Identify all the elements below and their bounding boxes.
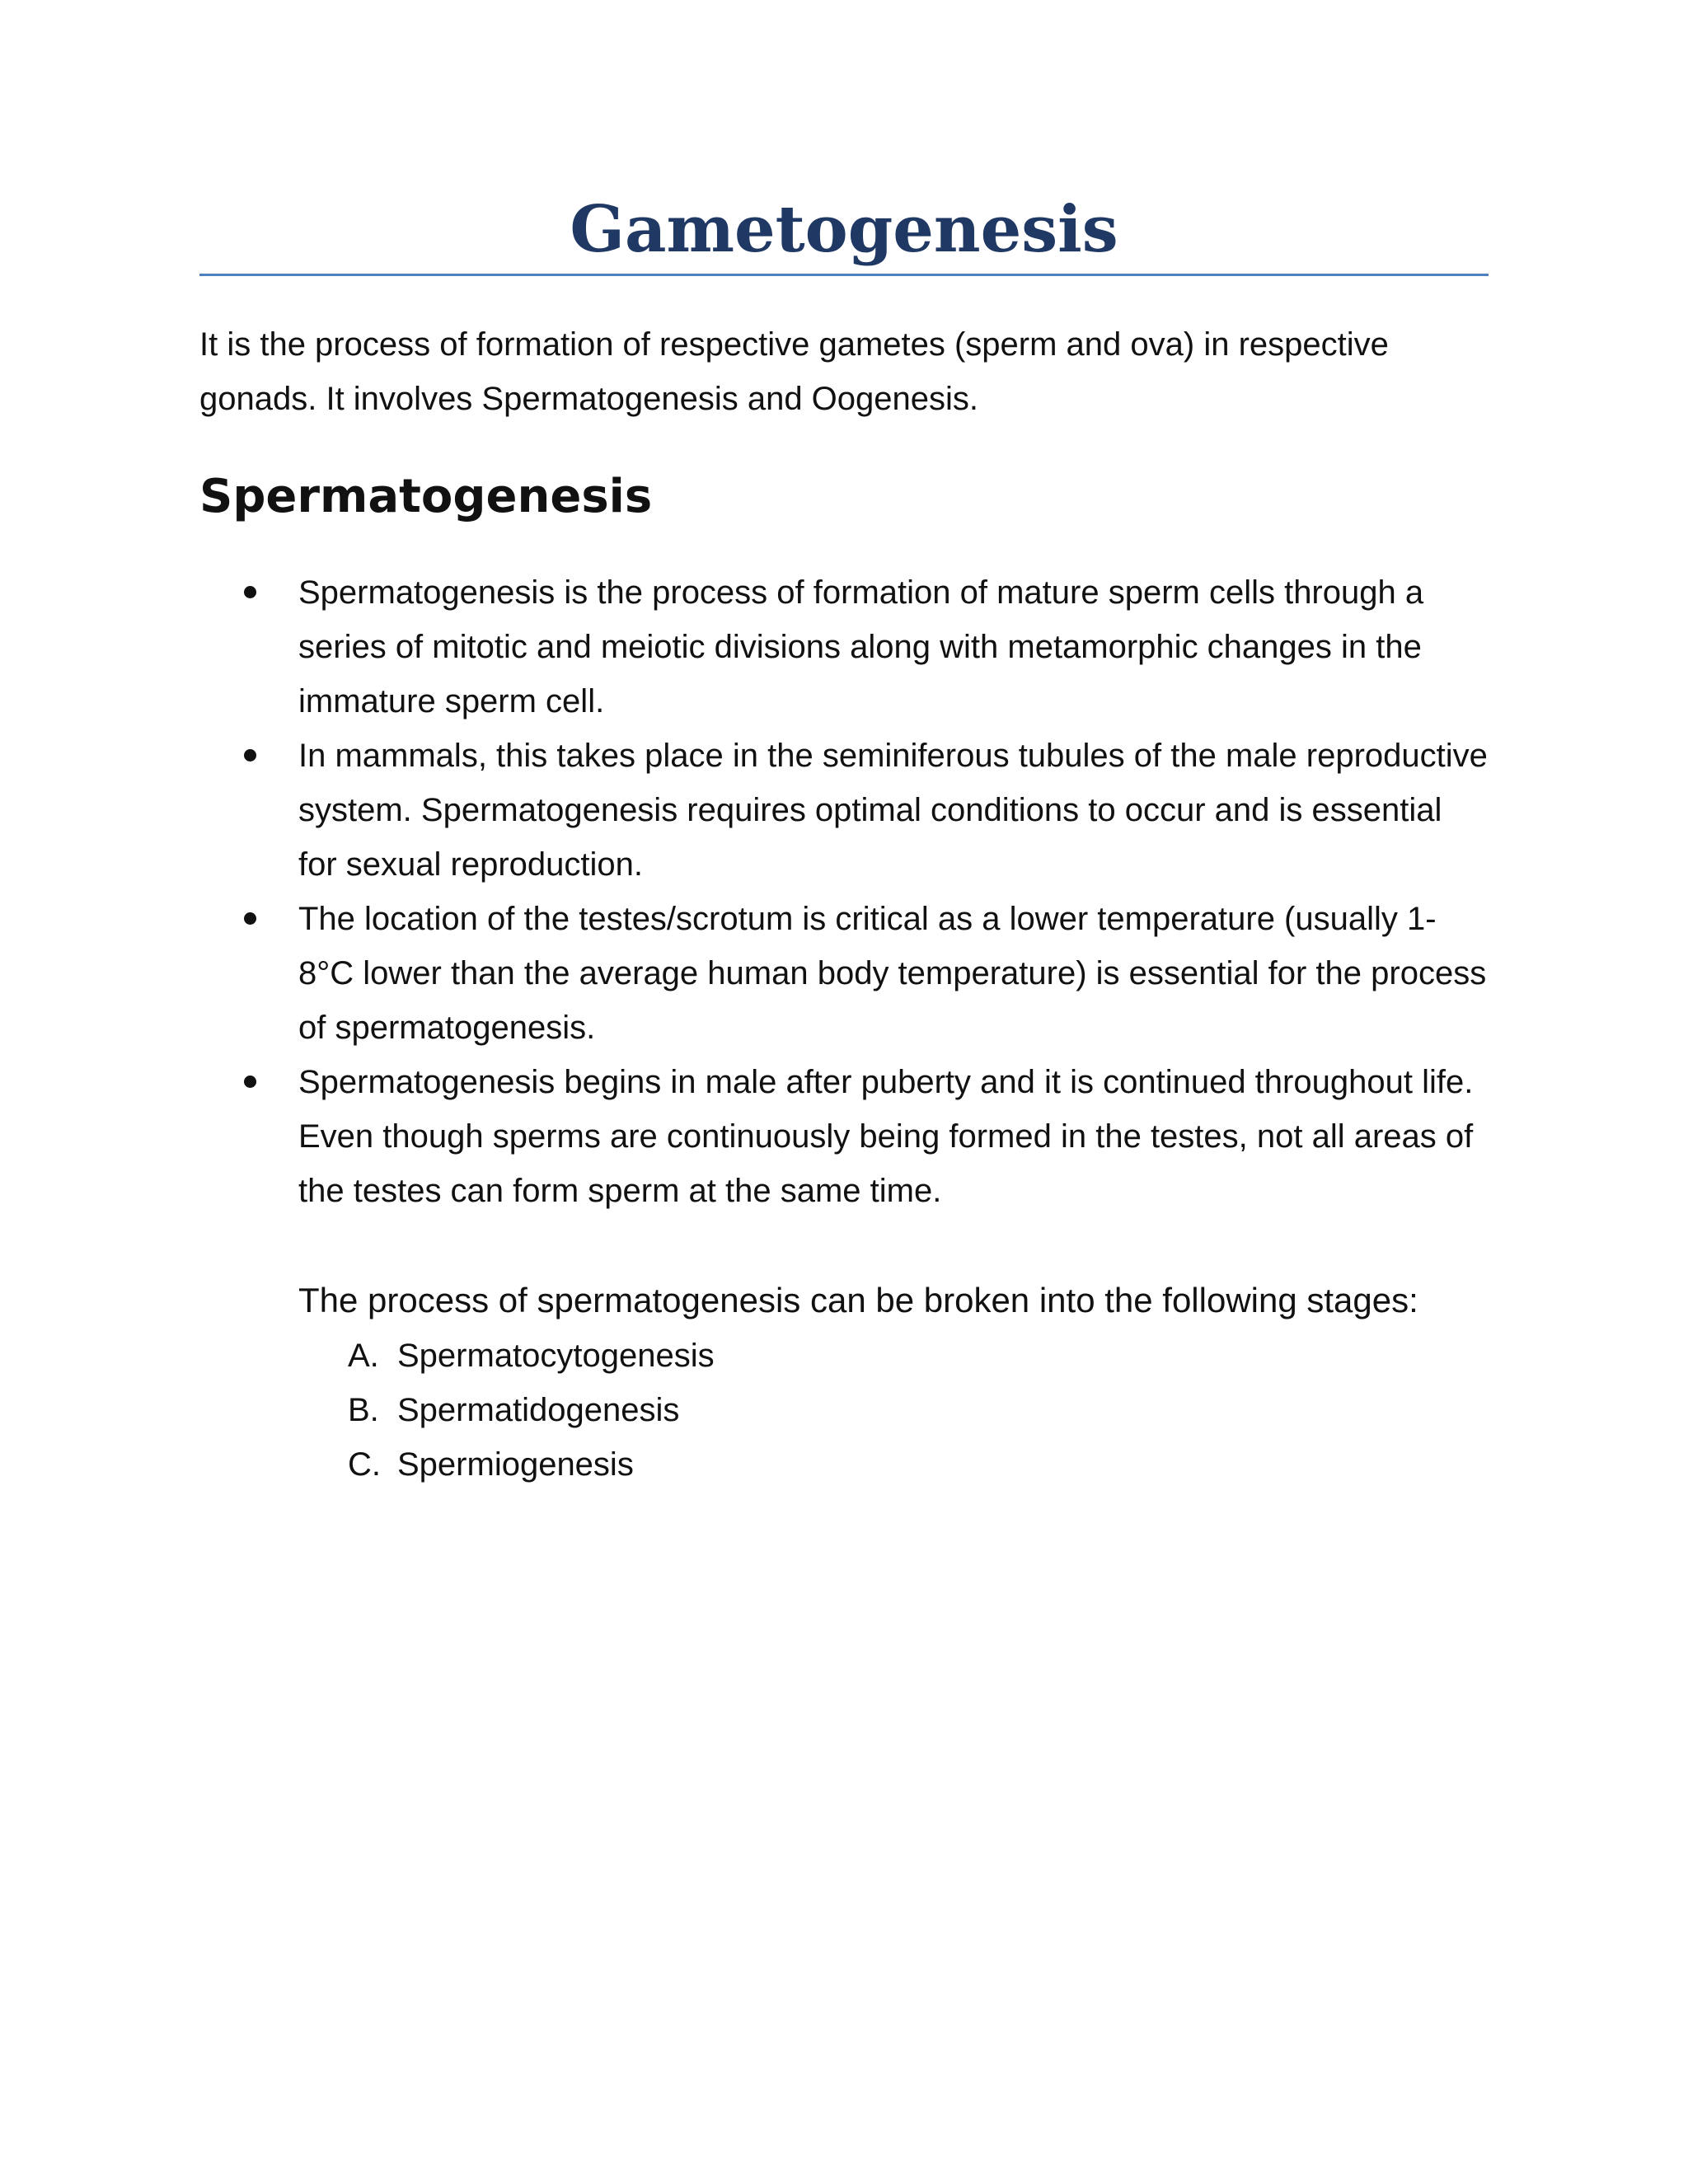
stage-label: Spermatidogenesis <box>397 1391 680 1428</box>
section-heading: Spermatogenesis <box>199 469 653 523</box>
stages-intro-paragraph: The process of spermatogenesis can be broken into the following stages: <box>298 1280 1418 1319</box>
document-title: Gametogenesis <box>570 192 1118 267</box>
bullet-icon <box>244 749 256 762</box>
stage-item <box>348 1437 1489 1492</box>
bullet-item <box>298 1055 1489 1218</box>
stage-item <box>348 1383 1489 1437</box>
bullet-icon <box>244 912 256 925</box>
stage-marker: C. <box>348 1446 381 1483</box>
stage-label: Spermatocytogenesis <box>397 1337 715 1374</box>
bullet-item <box>298 729 1489 892</box>
stage-item <box>348 1329 1489 1383</box>
stage-marker: B. <box>348 1391 379 1428</box>
bullet-text: Spermatogenesis is the process of formation of mature sperm cells through a series of mitotic and meiotic divisions along with metamorphic changes in the immature sperm cell. <box>298 574 1424 719</box>
bullet-text: The location of the testes/scrotum is critical as a lower temperature (usually 1-8°C lower than the average human body temperature) is essential for the process of spermatogenesis. <box>298 900 1487 1046</box>
stages-list <box>199 1329 1489 1492</box>
bullet-list <box>199 565 1489 1218</box>
page-content <box>199 191 1489 1492</box>
bullet-icon <box>244 586 256 598</box>
bullet-item <box>298 565 1489 729</box>
bullet-icon <box>244 1076 256 1088</box>
stage-label: Spermiogenesis <box>397 1446 634 1483</box>
bullet-text: Spermatogenesis begins in male after puberty and it is continued throughout life. Even though sperms are continuously being formed in the testes, not all areas of the testes can form sperm at the same time. <box>298 1063 1474 1209</box>
intro-paragraph: It is the process of formation of respective gametes (sperm and ova) in respective gonads. It involves Spermatogenesis and Oogenesis. <box>199 326 1389 417</box>
bullet-item <box>298 892 1489 1055</box>
title-divider <box>199 274 1489 276</box>
stage-marker: A. <box>348 1337 379 1374</box>
bullet-text: In mammals, this takes place in the seminiferous tubules of the male reproductive system. Spermatogenesis requires optimal conditions to occur and is essential for sexual reproduction. <box>298 737 1488 883</box>
